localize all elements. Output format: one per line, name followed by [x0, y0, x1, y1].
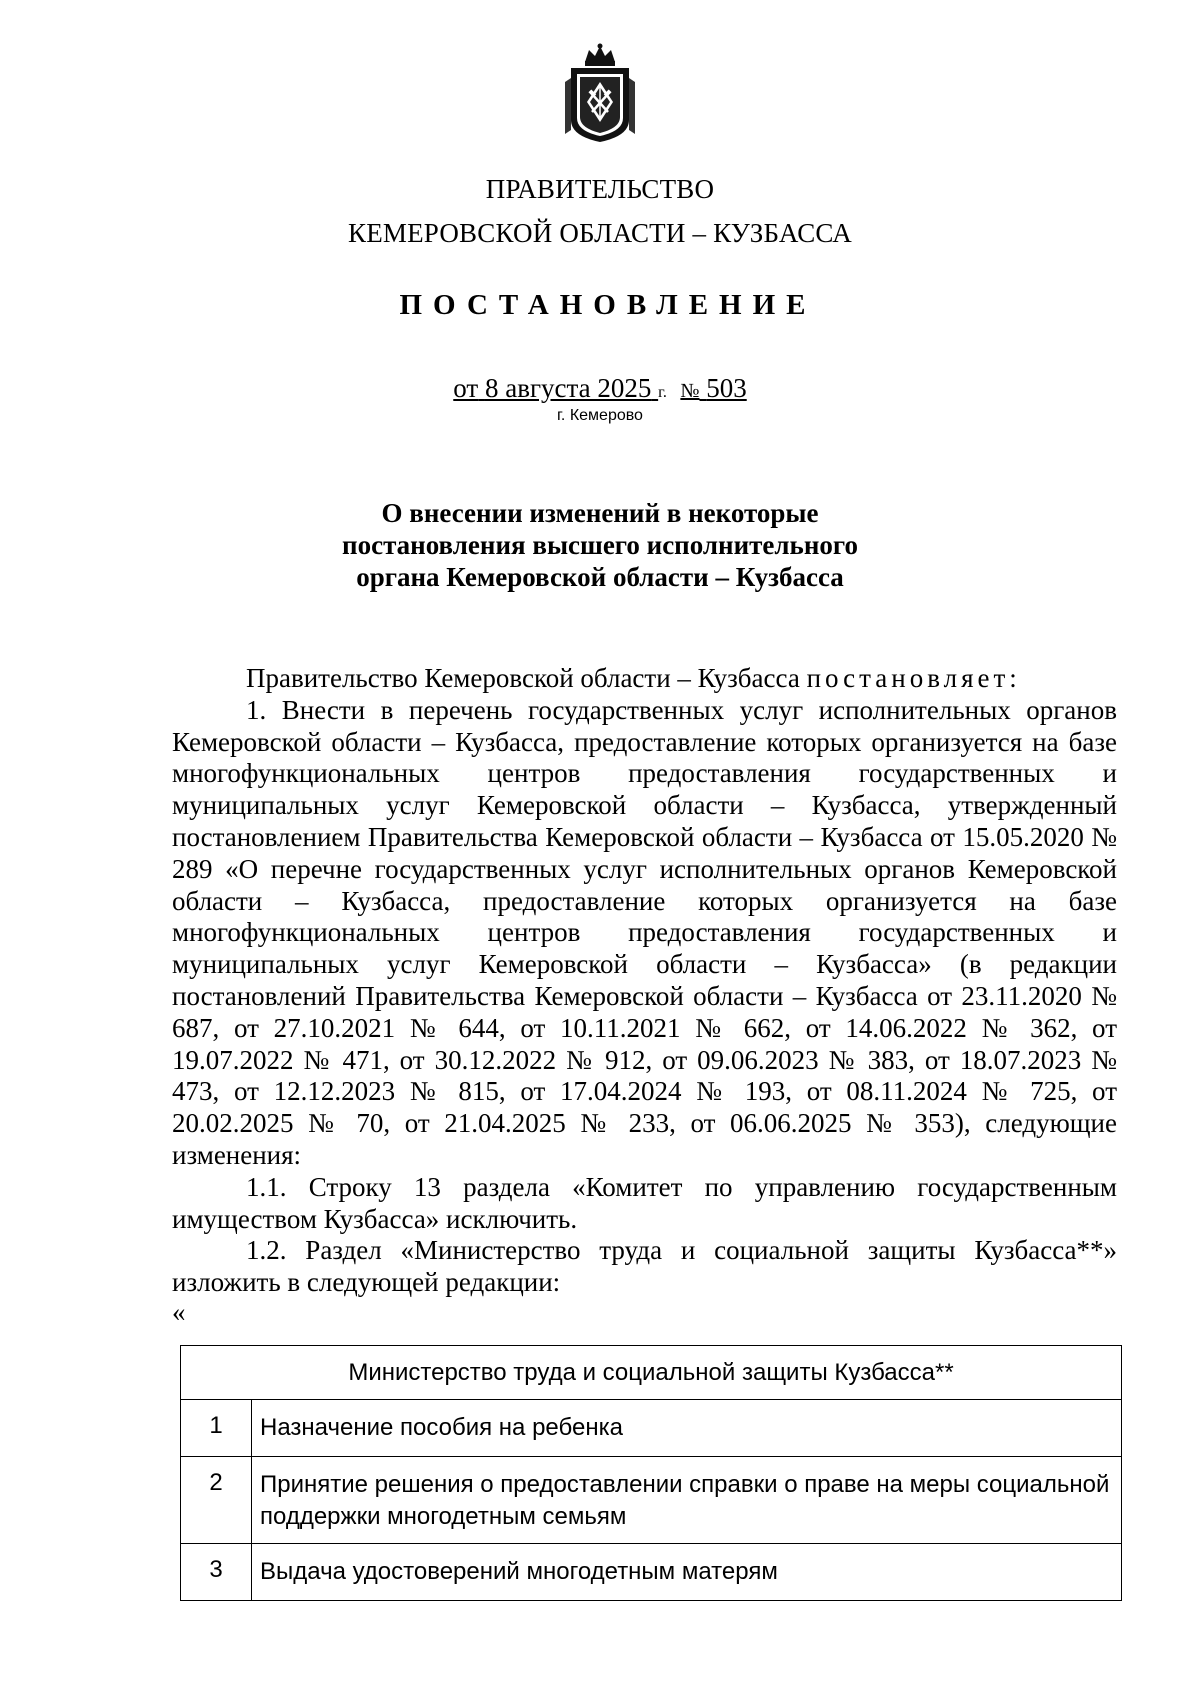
document-title [0, 497, 1200, 593]
intro-decree-word: постановляет: [806, 663, 1021, 693]
table-header: Министерство труда и социальной защиты Кузбасса** [181, 1346, 1122, 1400]
intro-paragraph [172, 663, 1117, 695]
table-row [181, 1544, 1122, 1601]
services-table [180, 1345, 1122, 1601]
intro-text: Правительство Кемеровской области – Кузбасса [246, 663, 800, 693]
date-number-line [0, 373, 1200, 404]
title-line2: постановления высшего исполнительного [342, 530, 858, 560]
title-line1: О внесении изменений в некоторые [381, 498, 819, 528]
date-prefix: от [453, 373, 479, 403]
year-suffix: г. [658, 384, 667, 401]
government-name-line2: КЕМЕРОВСКОЙ ОБЛАСТИ – КУЗБАССА [348, 218, 852, 248]
paragraph-1-1: 1.1. Строку 13 раздела «Комитет по управлению государственным имуществом Кузбасса» исключить. [172, 1171, 1117, 1234]
coat-of-arms-emblem [561, 42, 639, 144]
number-sign: № [680, 380, 700, 402]
table-row [181, 1457, 1122, 1544]
city-name: г. Кемерово [557, 407, 643, 424]
document-type-heading: ПОСТАНОВЛЕНИЕ [399, 289, 817, 321]
document-date: 8 августа 2025 [484, 373, 652, 403]
row-service: Назначение пособия на ребенка [252, 1400, 1122, 1457]
document-number: 503 [706, 373, 747, 403]
row-number: 1 [181, 1400, 252, 1457]
row-service: Выдача удостоверений многодетным матерям [252, 1544, 1122, 1601]
opening-quote: « [172, 1296, 186, 1327]
table-row [181, 1400, 1122, 1457]
document-body [172, 663, 1117, 1325]
row-number: 2 [181, 1457, 252, 1544]
row-number: 3 [181, 1544, 252, 1601]
row-service: Принятие решения о предоставлении справки о праве на меры социальной поддержки многодетным семьям [252, 1457, 1122, 1544]
paragraph-1: 1. Внести в перечень государственных услуг исполнительных органов Кемеровской области – Кузбасса, предоставление которых организуется на базе многофункциональных центров предоставления государственных и муниципальных услуг Кемеровской области – Кузбасса, утвержденный постановлением Правительства Кемеровской области – Кузбасса от 15.05.2020 № 289 «О перечне государственных услуг исполнительных органов Кемеровской области – Кузбасса, предоставление которых организуется на базе многофункциональных центров предоставления государственных и муниципальных услуг Кемеровской области – Кузбасса» (в редакции постановлений Правительства Кемеровской области – Кузбасса от 23.11.2020 № 687, от 27.10.2021 № 644, от 10.11.2021 № 662, от 14.06.2022 № 362, от 19.07.2022 № 471, от 30.12.2022 № 912, от 09.06.2023 № 383, от 18.07.2023 № 473, от 12.12.2023 № 815, от 17.04.2024 № 193, от 08.11.2024 № 725, от 20.02.2025 № 70, от 21.04.2025 № 233, от 06.06.2025 № 353), следующие изменения: [172, 694, 1117, 1170]
paragraph-1-2: 1.2. Раздел «Министерство труда и социальной защиты Кузбасса**» изложить в следующей редакции: [172, 1235, 1117, 1298]
title-line3: органа Кемеровской области – Кузбасса [356, 562, 844, 592]
government-name-line1: ПРАВИТЕЛЬСТВО [485, 174, 715, 204]
